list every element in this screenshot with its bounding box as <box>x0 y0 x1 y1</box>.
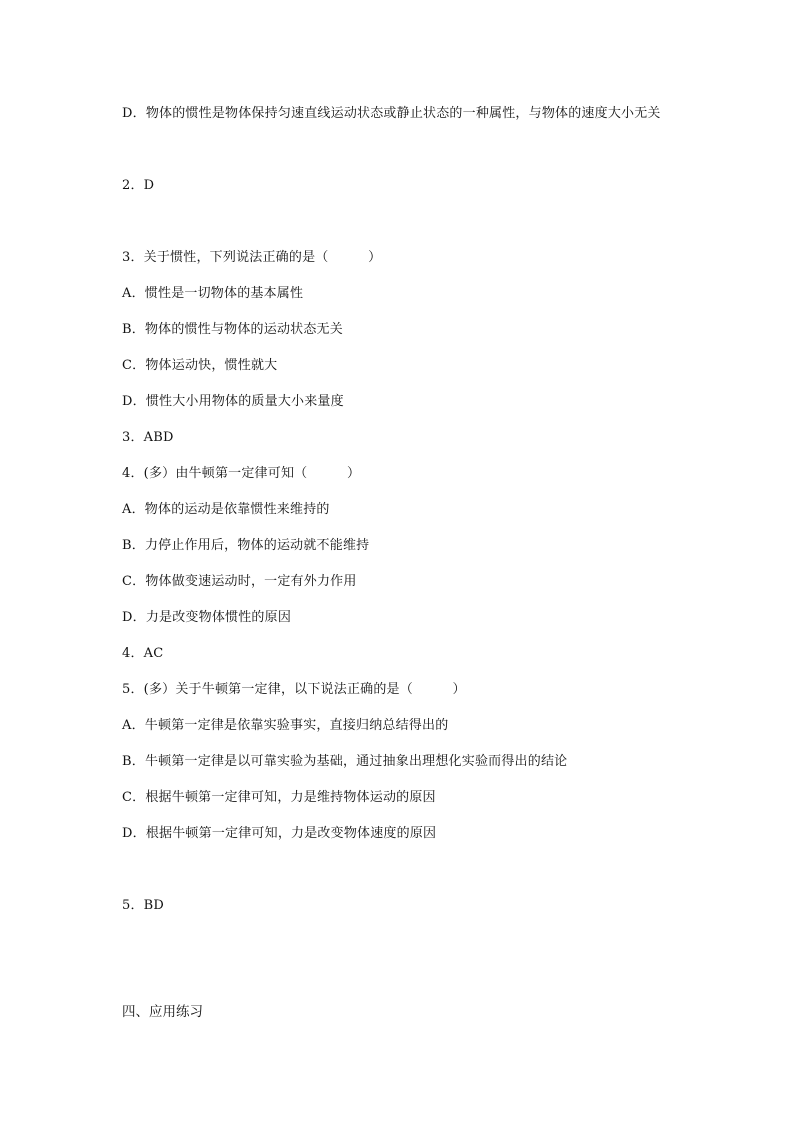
q5-answer: 5．BD <box>122 898 165 913</box>
q4-option-a: A．物体的运动是依靠惯性来维持的 <box>122 502 330 517</box>
q4-option-d: D．力是改变物体惯性的原因 <box>122 610 292 625</box>
q3-stem: 3．关于惯性，下列说法正确的是（ ） <box>122 250 382 265</box>
q3-option-b: B．物体的惯性与物体的运动状态无关 <box>122 322 343 337</box>
q5-option-a: A．牛顿第一定律是依靠实验事实，直接归纳总结得出的 <box>122 718 449 733</box>
q3-option-a: A．惯性是一切物体的基本属性 <box>122 286 304 301</box>
q4-option-b: B．力停止作用后，物体的运动就不能维持 <box>122 538 370 553</box>
q3-answer: 3．ABD <box>122 430 174 445</box>
q2-option-d: D．物体的惯性是物体保持匀速直线运动状态或静止状态的一种属性，与物体的速度大小无关 <box>122 106 661 121</box>
q5-option-b: B．牛顿第一定律是以可靠实验为基础，通过抽象出理想化实验而得出的结论 <box>122 754 568 769</box>
section-heading: 四、应用练习 <box>122 1004 203 1020</box>
q4-answer: 4．AC <box>122 646 164 661</box>
q5-option-c: C．根据牛顿第一定律可知，力是维持物体运动的原因 <box>122 790 436 805</box>
q3-option-d: D．惯性大小用物体的质量大小来量度 <box>122 394 344 409</box>
q2-answer: 2．D <box>122 178 155 193</box>
q5-stem: 5．(多）关于牛顿第一定律，以下说法正确的是（ ） <box>122 682 466 697</box>
q3-option-c: C．物体运动快，惯性就大 <box>122 358 278 373</box>
q4-option-c: C．物体做变速运动时，一定有外力作用 <box>122 574 357 589</box>
q5-option-d: D．根据牛顿第一定律可知，力是改变物体速度的原因 <box>122 826 437 841</box>
q4-stem: 4．(多）由牛顿第一定律可知（ ） <box>122 466 361 481</box>
